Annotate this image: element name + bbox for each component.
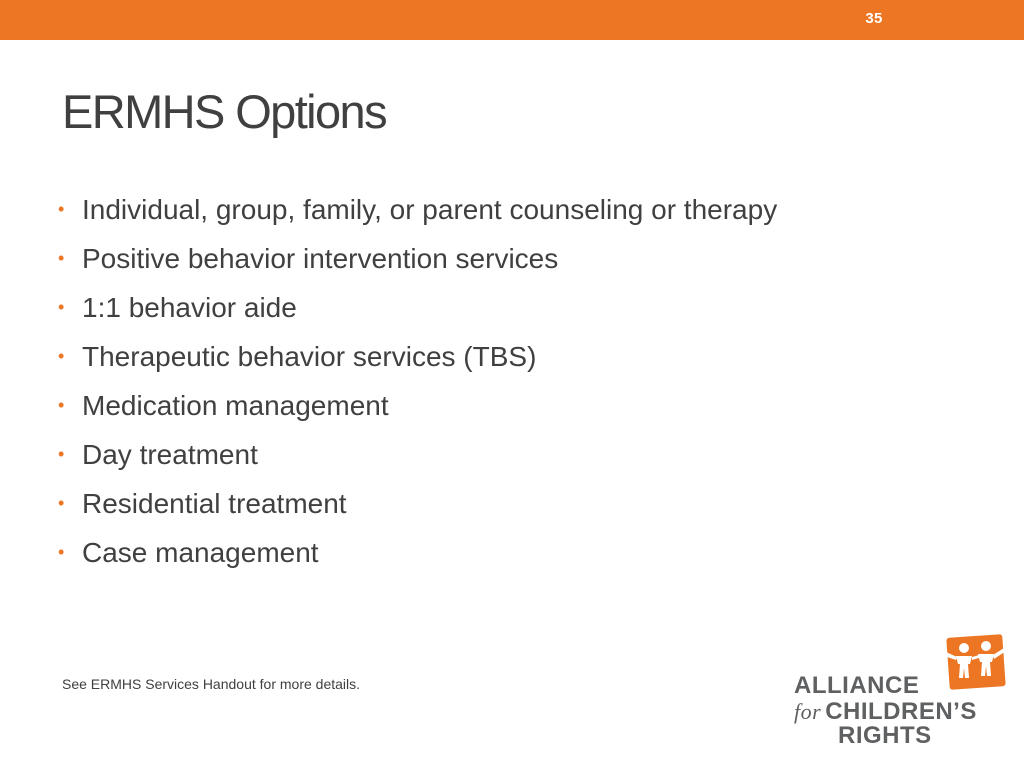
organization-logo [790, 630, 1010, 750]
list-item [58, 185, 777, 234]
bullet-icon: • [58, 444, 65, 464]
list-item [58, 234, 777, 283]
bullet-icon: • [58, 199, 65, 219]
bullet-icon: • [58, 542, 65, 562]
bullet-icon: • [58, 248, 65, 268]
slide-number: 35 [865, 10, 883, 27]
list-item [58, 430, 777, 479]
header-bar [0, 0, 1024, 40]
logo-text-childrens: CHILDREN’S [825, 698, 977, 725]
list-item [58, 332, 777, 381]
slide-title: ERMHS Options [62, 85, 386, 138]
logo-text-for: for [794, 699, 822, 724]
bullet-icon: • [58, 297, 65, 317]
list-item [58, 381, 777, 430]
list-item-text: 1:1 behavior aide [82, 291, 297, 323]
bullet-list [58, 185, 777, 577]
logo-text-rights: RIGHTS [838, 722, 932, 749]
children-figures-icon [934, 630, 1010, 692]
bullet-icon: • [58, 346, 65, 366]
list-item [58, 283, 777, 332]
list-item-text: Case management [82, 536, 319, 568]
bullet-icon: • [58, 395, 65, 415]
footnote: See ERMHS Services Handout for more details. [62, 676, 361, 692]
list-item-text: Individual, group, family, or parent counseling or therapy [82, 193, 778, 225]
list-item-text: Residential treatment [82, 487, 347, 519]
bullet-icon: • [58, 493, 65, 513]
list-item-text: Positive behavior intervention services [82, 242, 559, 274]
list-item-text: Medication management [82, 389, 389, 421]
list-item-text: Day treatment [82, 438, 258, 470]
logo-text-alliance: ALLIANCE [794, 672, 920, 699]
list-item [58, 479, 777, 528]
list-item [58, 528, 777, 577]
list-item-text: Therapeutic behavior services (TBS) [82, 340, 537, 372]
